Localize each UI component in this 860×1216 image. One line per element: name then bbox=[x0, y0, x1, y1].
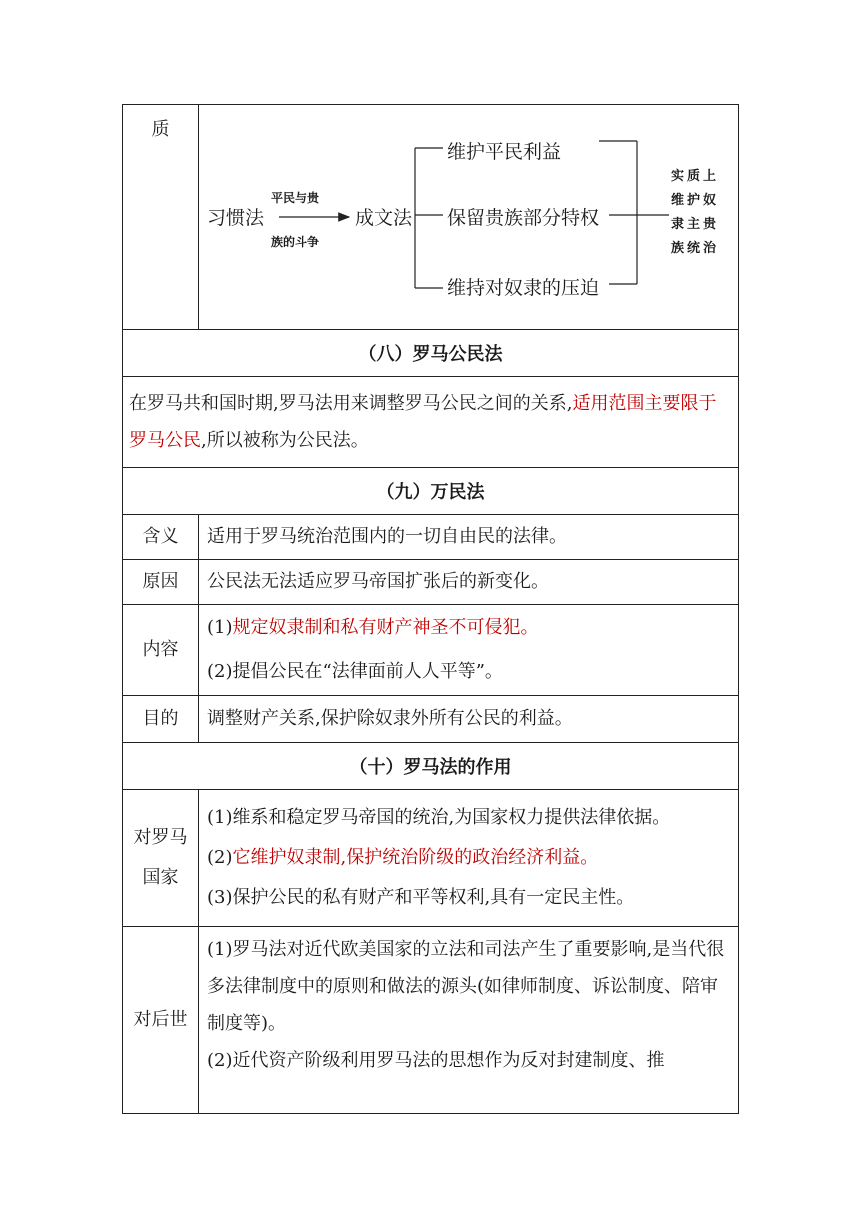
content-row bbox=[123, 605, 739, 696]
written-law-label: 成文法 bbox=[355, 207, 413, 229]
effect-later-label: 对后世 bbox=[123, 927, 199, 1114]
cause-row bbox=[123, 560, 739, 605]
effect-state-item-2 bbox=[207, 838, 730, 878]
section10-header-row bbox=[123, 743, 739, 790]
content-item-1-red: 规定奴隶制和私有财产神圣不可侵犯。 bbox=[232, 617, 539, 638]
section9-header-row bbox=[123, 468, 739, 515]
effect-state-item-2-red: 它维护奴隶制,保护统治阶级的政治经济利益。 bbox=[232, 847, 599, 868]
branch-2: 保留贵族部分特权 bbox=[447, 207, 600, 229]
diagram-cell bbox=[199, 105, 739, 330]
section8-body bbox=[123, 377, 739, 468]
purpose-row bbox=[123, 696, 739, 743]
effect-state-item-2-prefix: (2) bbox=[207, 847, 233, 868]
cause-label: 原因 bbox=[123, 560, 199, 605]
branch-1: 维护平民利益 bbox=[447, 141, 562, 163]
result-line-4: 族统治 bbox=[671, 241, 720, 256]
effect-state-row bbox=[123, 790, 739, 927]
section8-text-after: ,所以被称为公民法。 bbox=[201, 430, 369, 451]
customary-law-label: 习惯法 bbox=[207, 207, 265, 229]
content-item-2: (2)提倡公民在“法律面前人人平等”。 bbox=[207, 661, 503, 682]
effect-state-text bbox=[199, 790, 739, 927]
content-item-1 bbox=[207, 606, 730, 650]
section8-header: （八）罗马公民法 bbox=[123, 330, 739, 377]
content-label: 内容 bbox=[123, 605, 199, 696]
effect-later-item-2: (2)近代资产阶级利用罗马法的思想作为反对封建制度、推 bbox=[207, 1050, 665, 1071]
arrow-top-label: 平民与贵 bbox=[271, 191, 320, 205]
result-line-1: 实质上 bbox=[671, 169, 720, 184]
section8-text-red: 适用范围主要限于罗马公民 bbox=[129, 393, 717, 451]
diagram-row bbox=[123, 105, 739, 330]
branch-3: 维持对奴隶的压迫 bbox=[447, 277, 600, 299]
content-text bbox=[199, 605, 739, 696]
result-line-2: 维护奴 bbox=[671, 193, 720, 208]
section9-header: （九）万民法 bbox=[123, 468, 739, 515]
section8-header-row bbox=[123, 330, 739, 377]
purpose-label: 目的 bbox=[123, 696, 199, 743]
meaning-label: 含义 bbox=[123, 515, 199, 560]
effect-state-label-line1: 对罗马 bbox=[133, 827, 188, 848]
section8-body-row bbox=[123, 377, 739, 468]
row-label bbox=[123, 105, 199, 330]
result-line-3: 隶主贵 bbox=[671, 217, 720, 232]
effect-later-text bbox=[199, 927, 739, 1114]
purpose-text: 调整财产关系,保护除奴隶外所有公民的利益。 bbox=[199, 696, 739, 743]
effect-later-item-1: (1)罗马法对近代欧美国家的立法和司法产生了重要影响,是当代很多法律制度中的原则和做法的源头(如律师制度、诉讼制度、陪审制度等)。 bbox=[207, 939, 725, 1034]
section8-text-before: 在罗马共和国时期,罗马法用来调整罗马公民之间的关系, bbox=[129, 393, 573, 414]
effect-state-label bbox=[123, 790, 199, 927]
section10-header: （十）罗马法的作用 bbox=[123, 743, 739, 790]
row-label-text: 质 bbox=[151, 119, 170, 140]
content-item-1-prefix: (1) bbox=[207, 617, 233, 638]
effect-state-item-1: (1)维系和稳定罗马帝国的统治,为国家权力提供法律依据。 bbox=[207, 807, 671, 828]
meaning-text: 适用于罗马统治范围内的一切自由民的法律。 bbox=[199, 515, 739, 560]
cause-text: 公民法无法适应罗马帝国扩张后的新变化。 bbox=[199, 560, 739, 605]
meaning-row bbox=[123, 515, 739, 560]
effect-state-label-line2: 国家 bbox=[142, 867, 179, 888]
effect-state-item-3: (3)保护公民的私有财产和平等权利,具有一定民主性。 bbox=[207, 887, 635, 908]
effect-later-row bbox=[123, 927, 739, 1114]
arrow-bottom-label: 族的斗争 bbox=[271, 235, 320, 249]
content-table bbox=[122, 104, 739, 1114]
